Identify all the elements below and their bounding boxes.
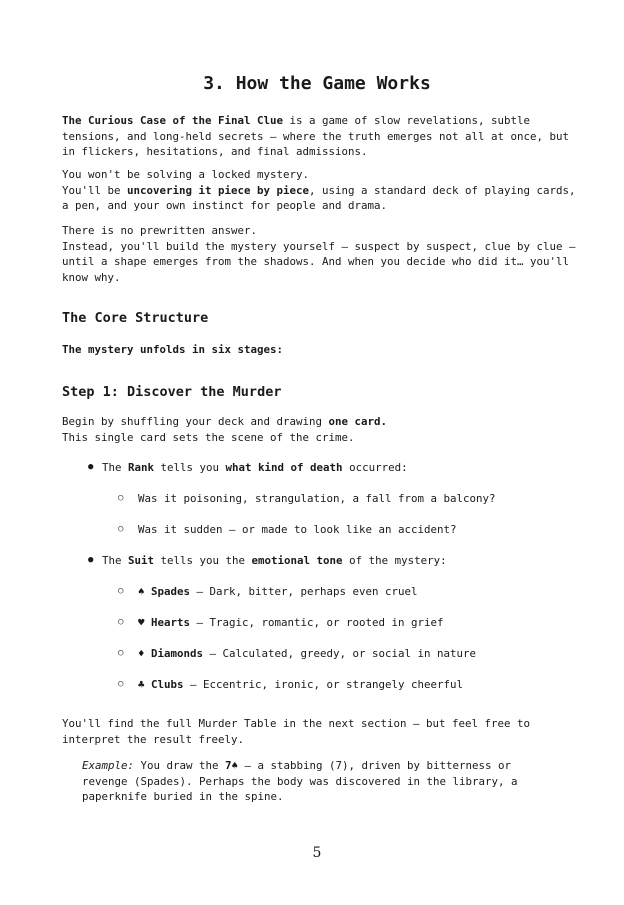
intro-paragraph (62, 113, 577, 160)
heart-icon: ♥ (138, 616, 145, 629)
step1-paragraph: Begin by shuffling your deck and drawing one card. This single card sets the scene of the crime. (62, 415, 388, 444)
example-card: 7♠ (225, 759, 239, 772)
outro-paragraph: You'll find the full Murder Table in the next section — but feel free to interpret the result freely. (62, 717, 531, 746)
game-name: The Curious Case of the Final Clue (62, 114, 284, 127)
diamond-icon: ♦ (138, 647, 145, 660)
core-structure-heading: The Core Structure (62, 310, 209, 326)
circle-bullet-icon: ○ (118, 617, 124, 627)
circle-bullet-icon: ○ (118, 679, 124, 689)
paragraph-2-line1: You won't be solving a locked mystery. (62, 168, 310, 181)
circle-bullet-icon: ○ (118, 524, 124, 534)
paragraph-3-line2: Instead, you'll build the mystery yourself — suspect by suspect, clue by clue — until a shape emerges from the shadows. And when you decide who did it… you'll know why. (62, 239, 576, 284)
example-paragraph: Example: You draw the 7♠ — a stabbing (7), driven by bitterness or revenge (Spades). Perhaps the body was discovered in the library, a paperknife buried in the spine. (82, 759, 518, 803)
step1-heading: Step 1: Discover the Murder (62, 384, 282, 400)
circle-bullet-icon: ○ (118, 648, 124, 658)
paragraph-2: You won't be solving a locked mystery. You'll be uncovering it piece by piece, using a standard deck of playing cards, a pen, and your own instinct for people and drama. (62, 168, 576, 212)
bullet-dot-icon: ● (88, 462, 94, 472)
circle-bullet-icon: ○ (118, 586, 124, 596)
core-structure-subline: The mystery unfolds in six stages: (62, 343, 284, 356)
spade-icon: ♠ (138, 585, 145, 598)
page-title: 3. How the Game Works (203, 73, 431, 94)
club-icon: ♣ (138, 678, 145, 691)
intro-text: is a game of slow revelations, subtle tensions, and long-held secrets — where the truth emerges not all at once, but in flickers, hesitations, and final admissions. (62, 114, 570, 158)
paragraph-3-line1: There is no prewritten answer. (62, 224, 258, 237)
emphasis-piece-by-piece: uncovering it piece by piece (127, 183, 310, 197)
example-label: Example: (82, 759, 135, 772)
page-number: 5 (312, 845, 322, 861)
emphasis-one-card: one card. (328, 415, 388, 428)
bullet-dot-icon: ● (88, 555, 94, 565)
paragraph-3 (62, 223, 577, 285)
circle-bullet-icon: ○ (118, 493, 124, 503)
